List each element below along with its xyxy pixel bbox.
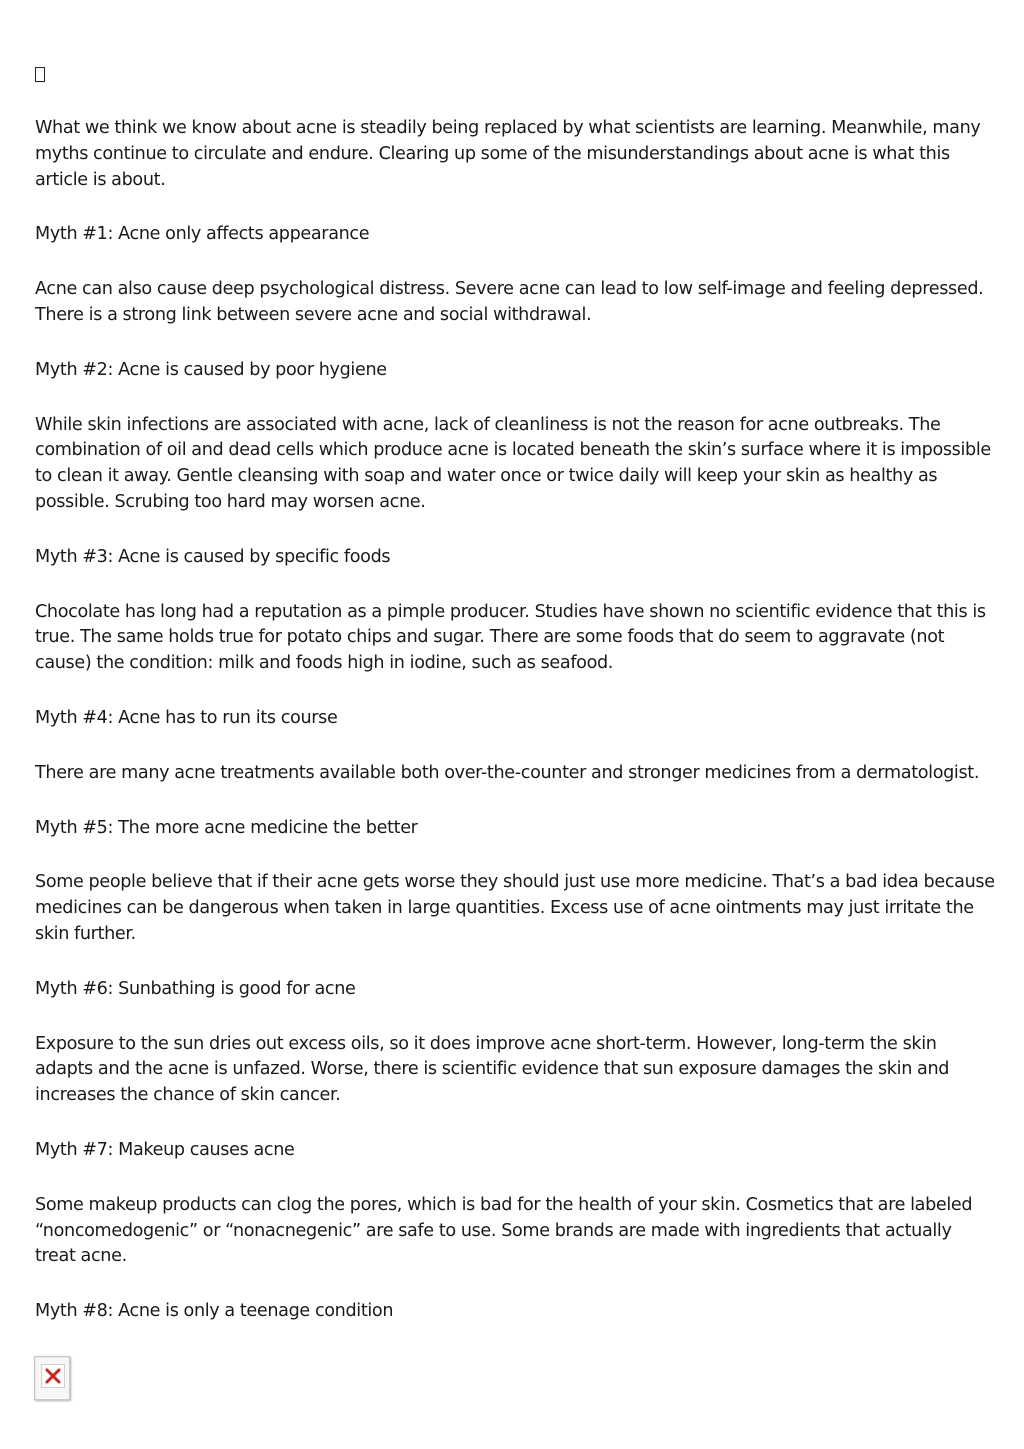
myth-7-body: Some makeup products can clog the pores, which is bad for the health of your skin. Cosmetics that are labeled “noncomedogenic” or “nonacnegenic” are safe to use. Some brands are made with ingredients that actually treat acne. <box>35 1194 973 1267</box>
intro-paragraph: What we think we know about acne is steadily being replaced by what scientists are learning. Meanwhile, many myths continue to circulate and endure. Clearing up some of the misunderstandings about acne is what this article is about. <box>35 118 981 190</box>
article <box>35 60 995 1354</box>
myth-8-heading: Myth #8: Acne is only a teenage condition <box>35 1301 394 1322</box>
broken-image-x-mark <box>41 1364 65 1388</box>
myth-1-body: Acne can also cause deep psychological distress. Severe acne can lead to low self-image and feeling depressed. There is a strong link between severe acne and social withdrawal. <box>35 279 984 325</box>
missing-glyph-box-icon <box>35 60 995 86</box>
myth-6-heading: Myth #6: Sunbathing is good for acne <box>35 978 356 999</box>
myth-3-heading: Myth #3: Acne is caused by specific foods <box>35 546 391 567</box>
myth-1-heading: Myth #1: Acne only affects appearance <box>35 224 370 245</box>
myth-2-heading: Myth #2: Acne is caused by poor hygiene <box>35 359 387 380</box>
myth-4-heading: Myth #4: Acne has to run its course <box>35 707 338 728</box>
myth-3-body: Chocolate has long had a reputation as a pimple producer. Studies have shown no scientific evidence that this is true. The same holds true for potato chips and sugar. There are some foods that do seem to aggravate (not cause) the condition: milk and foods high in iodine, such as seafood. <box>35 601 986 674</box>
myth-6-body: Exposure to the sun dries out excess oils, so it does improve acne short-term. However, long-term the skin adapts and the acne is unfazed. Worse, there is scientific evidence that sun exposure damages the skin and increases the chance of skin cancer. <box>35 1033 950 1106</box>
broken-image-icon <box>34 1356 70 1400</box>
myth-4-body: There are many acne treatments available both over-the-counter and stronger medicines from a dermatologist. <box>35 762 980 783</box>
myth-7-heading: Myth #7: Makeup causes acne <box>35 1139 295 1160</box>
myth-5-body: Some people believe that if their acne gets worse they should just use more medicine. That’s a bad idea because medicines can be dangerous when taken in large quantities. Excess use of acne ointments may just irritate the skin further. <box>35 872 995 944</box>
myth-2-body: While skin infections are associated with acne, lack of cleanliness is not the reason for acne outbreaks. The combination of oil and dead cells which produce acne is located beneath the skin’s surface where it is impossible to clean it away. Gentle cleansing with soap and water once or twice daily will keep your skin as healthy as possible. Scrubing too hard may worsen acne. <box>35 414 991 512</box>
red-x-icon <box>42 1365 64 1387</box>
myth-5-heading: Myth #5: The more acne medicine the better <box>35 817 418 838</box>
